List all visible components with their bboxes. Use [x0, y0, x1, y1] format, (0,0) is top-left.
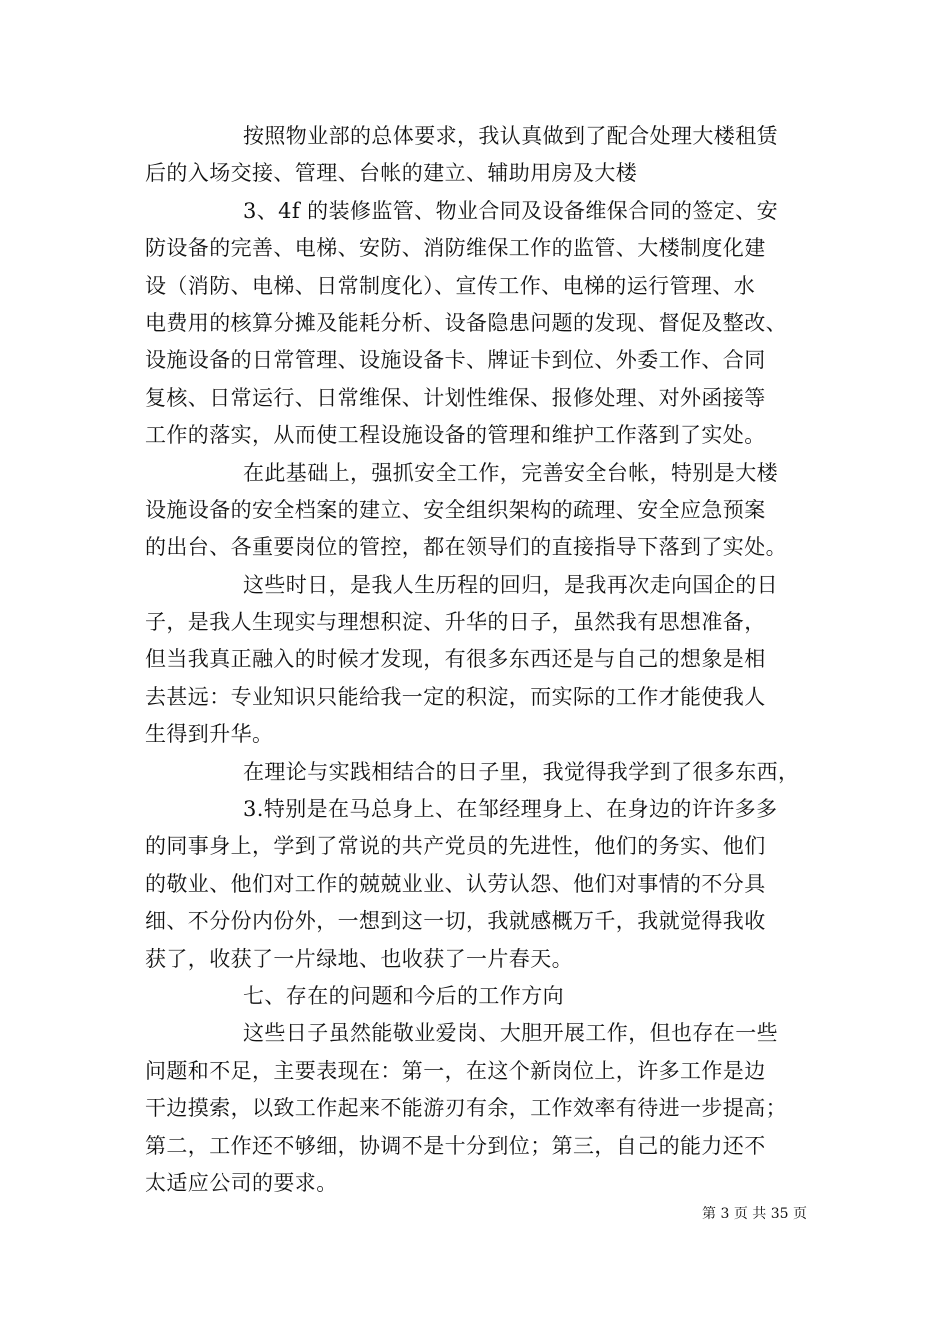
- text-line: 去甚远：专业知识只能给我一定的积淀，而实际的工作才能使我人: [145, 684, 766, 709]
- text-line: 设施设备的安全档案的建立、安全组织架构的疏理、安全应急预案: [145, 497, 766, 522]
- text-line: 太适应公司的要求。: [145, 1170, 338, 1195]
- text-line: 干边摸索，以致工作起来不能游刃有余，工作效率有待进一步提高；: [145, 1096, 787, 1121]
- text-line: 七、存在的问题和今后的工作方向: [243, 983, 564, 1008]
- text-line: 第二，工作还不够细，协调不是十分到位；第三，自己的能力还不: [145, 1133, 766, 1158]
- text-line: 在理论与实践相结合的日子里，我觉得我学到了很多东西，: [243, 759, 800, 784]
- text-line: 3.特别是在马总身上、在邹经理身上、在身边的许许多多: [243, 797, 778, 822]
- text-line: 在此基础上，强抓安全工作，完善安全台帐，特别是大楼: [243, 460, 778, 485]
- text-line: 问题和不足，主要表现在：第一，在这个新岗位上，许多工作是边: [145, 1058, 766, 1083]
- text-line: 3、4f 的装修监管、物业合同及设备维保合同的签定、安: [243, 198, 778, 223]
- text-line: 但当我真正融入的时候才发现，有很多东西还是与自己的想象是相: [145, 647, 766, 672]
- text-line: 按照物业部的总体要求，我认真做到了配合处理大楼租赁: [243, 124, 778, 148]
- text-line: 的出台、各重要岗位的管控，都在领导们的直接指导下落到了实处。: [145, 535, 787, 560]
- text-line: 电费用的核算分摊及能耗分析、设备隐患问题的发现、督促及整改、: [145, 310, 787, 335]
- text-line: 细、不分份内份外，一想到这一切，我就感概万千，我就觉得我收: [145, 909, 766, 934]
- text-line: 获了，收获了一片绿地、也收获了一片春天。: [145, 946, 573, 971]
- document-body: [145, 118, 817, 1202]
- text-line: 设（消防、电梯、日常制度化）、宣传工作、电梯的运行管理、水: [145, 273, 756, 298]
- page-number-footer: 第 3 页 共 35 页: [702, 1206, 807, 1222]
- text-line: 设施设备的日常管理、设施设备卡、牌证卡到位、外委工作、合同: [145, 348, 766, 373]
- text-line: 后的入场交接、管理、台帐的建立、辅助用房及大楼: [145, 161, 638, 186]
- text-line: 的同事身上，学到了常说的共产党员的先进性，他们的务实、他们: [145, 834, 766, 859]
- text-line: 这些时日，是我人生历程的回归，是我再次走向国企的日: [243, 572, 778, 597]
- text-line: 生得到升华。: [145, 722, 274, 747]
- text-line: 工作的落实，从而使工程设施设备的管理和维护工作落到了实处。: [145, 423, 766, 448]
- text-line: 的敬业、他们对工作的兢兢业业、认劳认怨、他们对事情的不分具: [145, 871, 766, 896]
- text-line: 复核、日常运行、日常维保、计划性维保、报修处理、对外函接等: [145, 385, 766, 410]
- text-line: 子，是我人生现实与理想积淀、升华的日子，虽然我有思想准备，: [145, 610, 766, 635]
- text-line: 这些日子虽然能敬业爱岗、大胆开展工作，但也存在一些: [243, 1021, 778, 1046]
- text-line: 防设备的完善、电梯、安防、消防维保工作的监管、大楼制度化建: [145, 236, 766, 261]
